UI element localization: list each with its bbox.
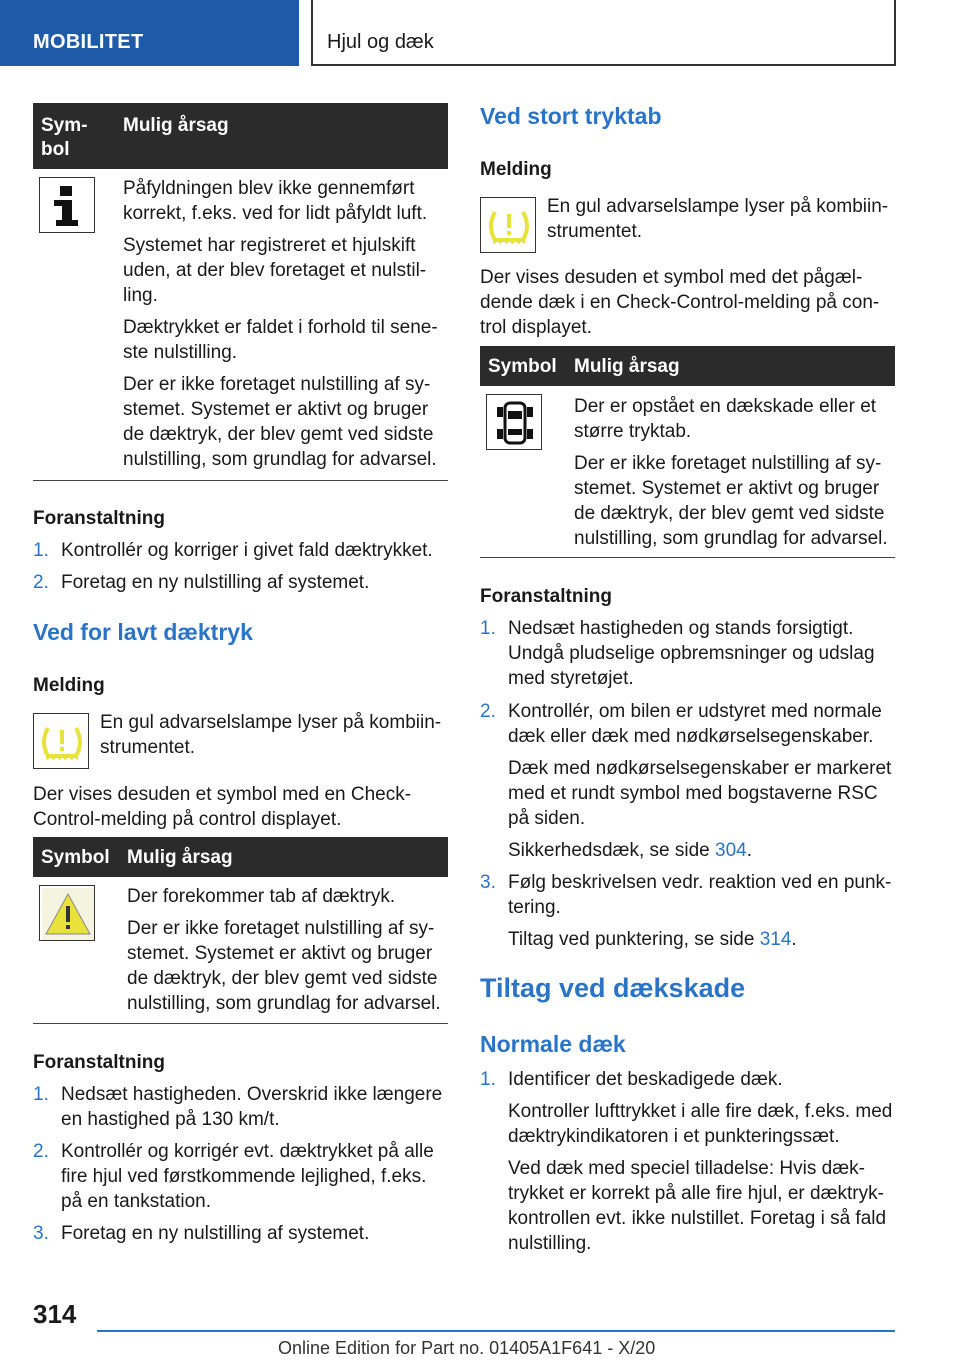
column-header-symbol: Symbol (488, 356, 557, 377)
list-item: Foretag en ny nulstilling af systemet. (61, 572, 370, 593)
list-number: 3. (480, 872, 496, 893)
list-item: Nedsæt hastigheden og stands forsigtigt. Undgå pludselige opbremsninger og udslag med styretøjet. (508, 618, 875, 689)
table-header (33, 103, 448, 169)
subsection-heading: Normale dæk (480, 1031, 626, 1057)
list-number: 2. (480, 701, 496, 722)
section-heading: Tiltag ved dækskade (480, 973, 746, 1003)
list-number: 1. (33, 1084, 49, 1105)
list-number: 2. (33, 1141, 49, 1162)
table-cause-text: Der er opstået en dækskade eller et større tryktab. Der er ikke foretaget nulstilling af sy- stemet. Systemet er aktivt og bruger de dæktryk, der blev gemt ved sidste nulstilling, som grundlag for advarsel. (574, 396, 888, 549)
info-icon (39, 177, 95, 233)
list-item: Identificer det beskadigede dæk. Kontroller lufttrykket i alle fire dæk, f.eks. med dæktrykindikatoren i et punkteringssæt. Ved dæk med speciel tilladelse: Hvis dæk- trykket er korrekt på alle fire hjul, er dæktryk- kontrollen evt. ikke nulstillet. Foretag i så fald nulstilling. (508, 1069, 893, 1254)
list-number: 1. (33, 540, 49, 561)
page-link[interactable]: 314 (759, 929, 792, 950)
measures-title: Foranstaltning (33, 1052, 165, 1073)
list-number: 1. (480, 618, 496, 639)
column-header-symbol: Symbol (41, 847, 110, 868)
table1-cause-text: Påfyldningen blev ikke gennemført korrekt, f.eks. ved for lidt påfyldt luft. Systemet har registreret et hjulskift uden, at der blev foretaget et nulstil- ling. Dæktrykket er faldet i forhold til sene- ste nulstilling. Der er ikke foretaget nulstilling af sy- stemet. Systemet er aktivt og bruger de dæktryk, der blev gemt ved sidste nulstilling, som grundlag for advarsel. (123, 178, 438, 470)
message-text: En gul advarselslampe lyser på kombiin- strumentet. (547, 196, 889, 242)
footer-divider (97, 1330, 895, 1332)
description-text: Der vises desuden et symbol med det pågæl- dende dæk i en Check-Control-melding på con- trol displayet. (480, 267, 880, 338)
table-divider (33, 1023, 448, 1024)
warning-triangle-icon (39, 885, 95, 941)
table-divider (33, 480, 448, 481)
column-header-cause: Mulig årsag (123, 115, 229, 136)
column-header-symbol-cont: bol (41, 139, 70, 160)
message-title: Melding (33, 675, 105, 696)
car-tyre-damage-icon (486, 394, 542, 450)
chapter-tab (311, 0, 896, 66)
table-header (33, 837, 448, 877)
measures-title: Foranstaltning (480, 586, 612, 607)
list-number: 1. (480, 1069, 496, 1090)
page-number: 314 (33, 1299, 77, 1329)
tyre-pressure-warning-icon (480, 197, 536, 253)
tyre-pressure-warning-icon (33, 713, 89, 769)
list-number: 3. (33, 1223, 49, 1244)
list-item: Kontrollér og korrigér evt. dæktrykket på alle fire hjul ved førstkommende lejlighed, f.eks. på en tankstation. (61, 1141, 434, 1212)
chapter-title: Hjul og dæk (327, 31, 434, 53)
description-text: Der vises desuden et symbol med en Check- Control-melding på control displayet. (33, 784, 412, 830)
table2-cause-text: Der forekommer tab af dæktryk. Der er ikke foretaget nulstilling af sy- stemet. Systemet er aktivt og bruger de dæktryk, der blev gemt ved sidste nulstilling, som grundlag for advarsel. (127, 886, 441, 1014)
section-heading: Ved stort tryktab (480, 103, 662, 129)
section-title: MOBILITET (33, 31, 144, 53)
message-title: Melding (480, 159, 552, 180)
section-heading: Ved for lavt dæktryk (33, 619, 253, 645)
page-link[interactable]: 304 (715, 840, 747, 861)
list-item: Kontrollér, om bilen er udstyret med normale dæk eller dæk med nødkørselsegenskaber. Dæk med nødkørselsegenskaber er markeret med et rundt symbol med bogstaverne RSC på siden. Sikkerhedsdæk, se side 304. (508, 701, 892, 861)
list-item: Kontrollér og korriger i givet fald dæktrykket. (61, 540, 433, 561)
message-text: En gul advarselslampe lyser på kombiin- strumentet. (100, 712, 442, 758)
footer-edition: Online Edition for Part no. 01405A1F641 - X/20 (278, 1338, 656, 1358)
list-item: Følg beskrivelsen vedr. reaktion ved en punk- tering. Tiltag ved punktering, se side 314. (508, 872, 892, 950)
table-divider (480, 557, 895, 558)
list-item: Foretag en ny nulstilling af systemet. (61, 1223, 370, 1244)
column-header-cause: Mulig årsag (574, 356, 680, 377)
column-header-cause: Mulig årsag (127, 847, 233, 868)
section-tab (0, 0, 299, 66)
table-header (480, 346, 895, 386)
measures-title: Foranstaltning (33, 508, 165, 529)
list-number: 2. (33, 572, 49, 593)
list-item: Nedsæt hastigheden. Overskrid ikke længere en hastighed på 130 km/t. (61, 1084, 443, 1130)
column-header-symbol: Sym- (41, 115, 88, 136)
